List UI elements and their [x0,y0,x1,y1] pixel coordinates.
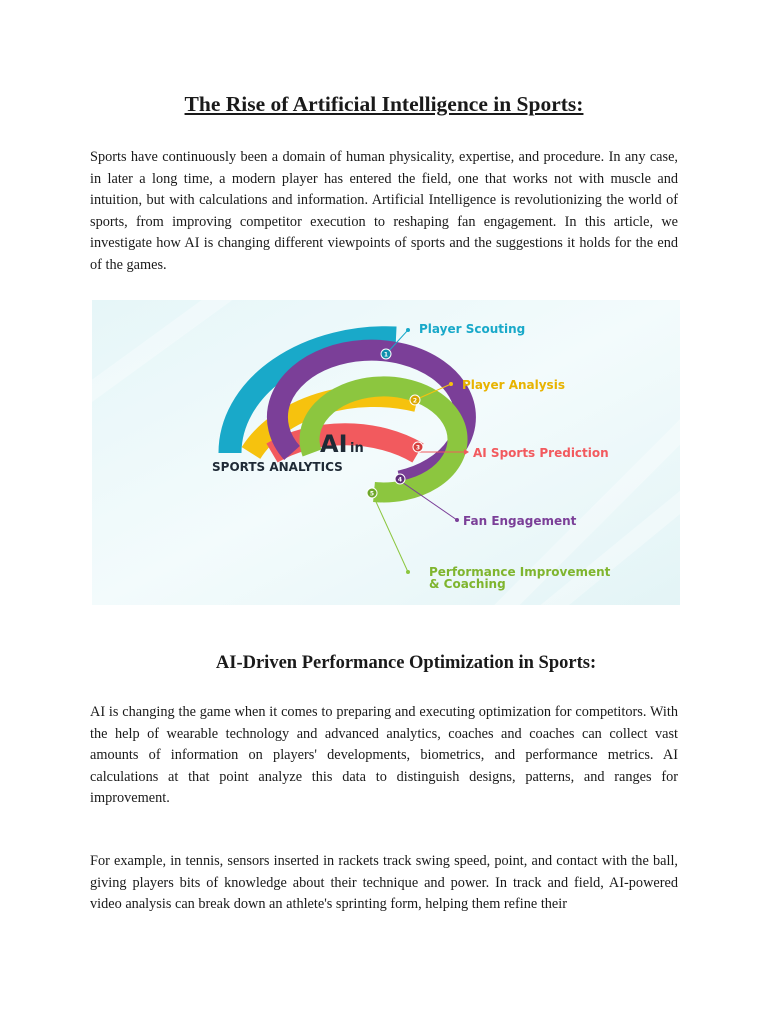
label-player-analysis: Player Analysis [462,378,565,392]
svg-text:2: 2 [412,397,418,405]
page-title: The Rise of Artificial Intelligence in Sports: [184,92,584,116]
svg-text:3: 3 [415,444,421,452]
badge-4 [395,474,405,484]
center-ai-label: AI [320,430,348,458]
section-heading: AI-Driven Performance Optimization in Sports: [215,653,597,673]
performance-paragraph: AI is changing the game when it comes to preparing and executing optimization for competitors. With the help of wearable technology and advanced analytics, coaches and coaches can collect vast amounts of information on players' developments, biometrics, and performance metrics. AI calculations at that point analyze this data to distinguish designs, patterns, and ranges for improvement. [90,704,678,807]
svg-text:1: 1 [383,351,389,359]
intro-paragraph: Sports have continuously been a domain of human physicality, expertise, and procedure. In any case, in later a long time, a modern player has entered the field, one that works not with muscle and intuition, but with calculations and information. Artificial Intelligence is revolutionizing the world of sports, from improving competitor execution to reshaping fan engagement. In this article, we investigate how AI is changing different viewpoints of sports and the suggestions it holds for the end of the games. [90,149,678,273]
svg-text:5: 5 [369,490,375,498]
svg-text:4: 4 [397,476,403,484]
label-coaching: & Coaching [429,577,506,591]
badge-1 [381,349,391,359]
center-in-label: in [350,441,364,456]
infographic-svg [92,300,680,605]
label-player-scouting: Player Scouting [419,322,526,336]
label-performance-improvement: Performance Improvement [429,565,611,579]
center-sports-analytics-label: SPORTS ANALYTICS [212,460,343,474]
label-ai-sports-prediction: AI Sports Prediction [473,446,609,460]
ai-sports-analytics-infographic [92,300,680,605]
badge-3 [413,442,423,452]
badge-5 [367,488,377,498]
badge-2 [410,395,420,405]
example-paragraph: For example, in tennis, sensors inserted in rackets track swing speed, point, and contact with the ball, giving players bits of knowledge about their technique and power. In track and field, AI-powered video analysis can break down an athlete's sprinting form, helping them refine their [90,853,678,913]
label-fan-engagement: Fan Engagement [463,514,577,528]
